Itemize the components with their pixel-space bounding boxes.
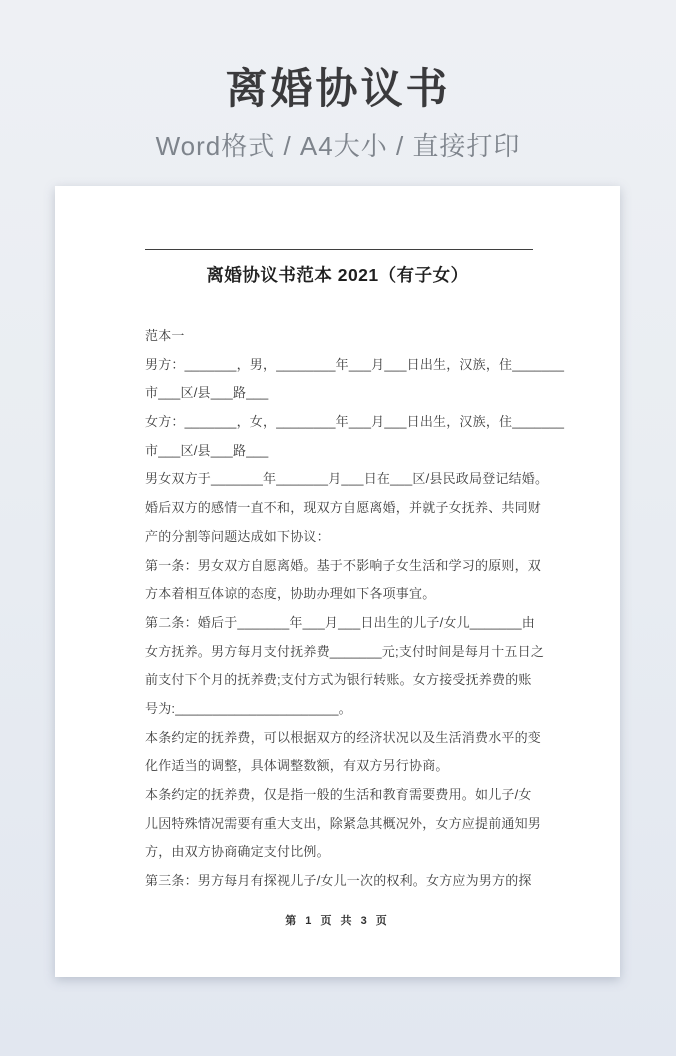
document-body <box>145 322 565 896</box>
document-top-rule <box>145 249 533 250</box>
document-line: 男方：_______，男，________年___月___日出生，汉族，住_______ <box>145 356 565 372</box>
page-header <box>0 0 676 163</box>
page-number-footer: 第 1 页 共 3 页 <box>285 915 390 927</box>
document-line: 第三条：男方每月有探视儿子/女儿一次的权利。女方应为男方的探 <box>145 873 532 889</box>
document-line: 女方抚养。男方每月支付抚养费_______元;支付时间是每月十五日之 <box>145 643 545 659</box>
document-preview-page <box>55 186 620 977</box>
document-title: 离婚协议书范本 2021（有子女） <box>206 265 469 285</box>
document-line: 第二条：婚后于_______年___月___日出生的儿子/女儿_______由 <box>145 614 536 630</box>
document-line: 市___区/县___路___ <box>145 442 269 458</box>
document-line: 第一条：男女双方自愿离婚。基于不影响子女生活和学习的原则，双 <box>145 557 542 573</box>
document-line: 婚后双方的感情一直不和，现双方自愿离婚，并就子女抚养、共同财 <box>145 500 542 516</box>
document-line: 本条约定的抚养费，仅是指一般的生活和教育需要费用。如儿子/女 <box>145 787 532 802</box>
document-line: 本条约定的抚养费，可以根据双方的经济状况以及生活消费水平的变 <box>145 729 542 745</box>
document-line: 男女双方于_______年_______月___日在___区/县民政局登记结婚。 <box>145 471 549 487</box>
document-line: 方本着相互体谅的态度，协助办理如下各项事宜。 <box>145 586 436 602</box>
page-title: 离婚协议书 <box>225 65 451 112</box>
document-line: 方，由双方协商确定支付比例。 <box>145 844 330 860</box>
page-subtitle: Word格式 / A4大小 / 直接打印 <box>155 131 521 162</box>
document-line: 化作适当的调整，具体调整数额，有双方另行协商。 <box>145 758 449 774</box>
document-line: 儿因特殊情况需要有重大支出，除紧急其概况外，女方应提前通知男 <box>145 815 542 831</box>
document-line: 范本一 <box>145 328 185 343</box>
document-line: 前支付下个月的抚养费;支付方式为银行转账。女方接受抚养费的账 <box>145 672 532 688</box>
document-line: 号为:______________________。 <box>145 700 352 716</box>
document-line: 市___区/县___路___ <box>145 385 269 401</box>
document-line: 产的分割等问题达成如下协议： <box>145 528 330 544</box>
document-line: 女方：_______，女，________年___月___日出生，汉族，住_______ <box>145 414 565 430</box>
